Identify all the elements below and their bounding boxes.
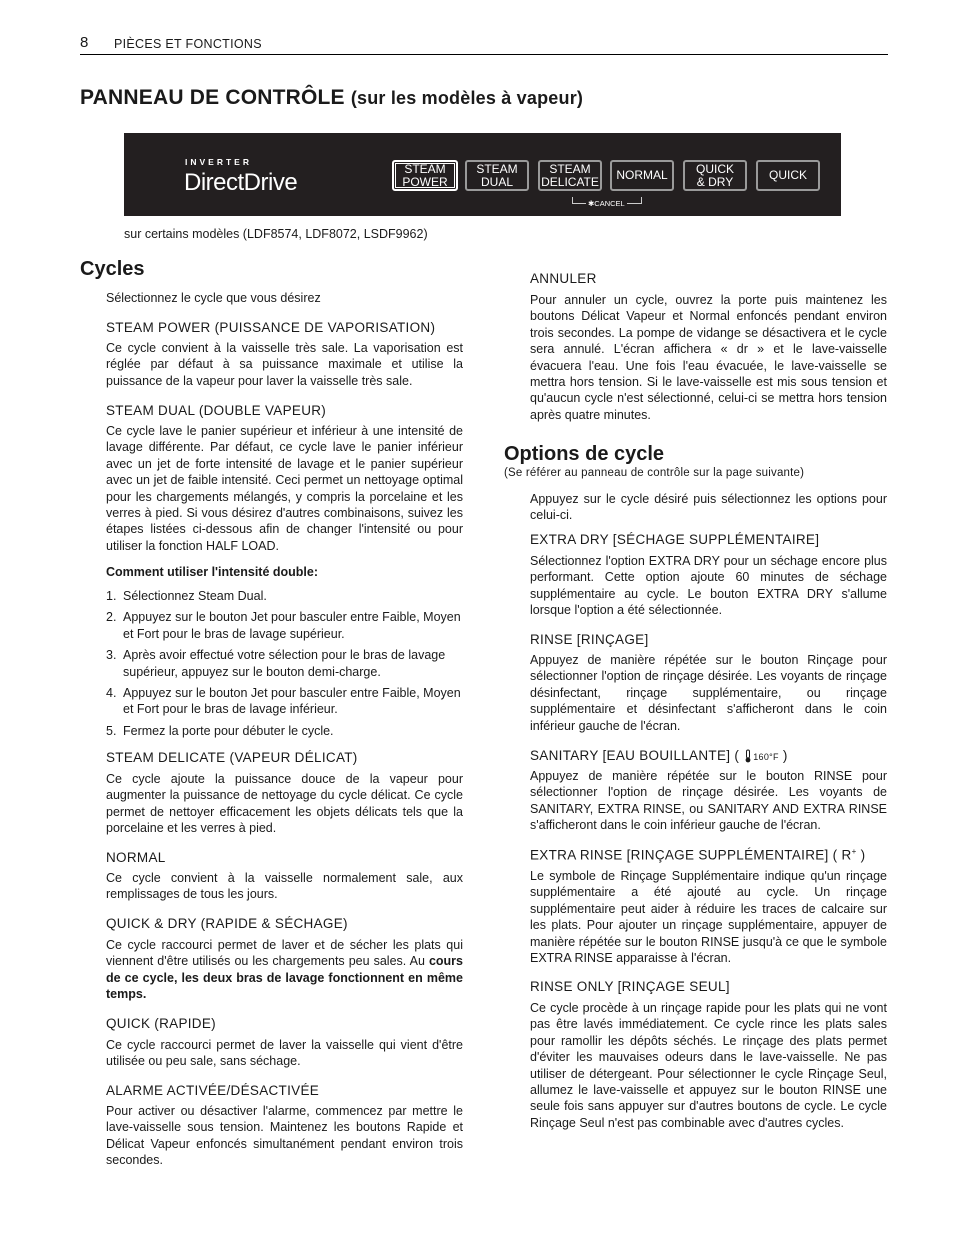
sanitary-temp-label: 160°F [753,752,779,762]
list-item: 3. Après avoir effectué votre sélection pour le bras de lavage supérieur, appuyez sur le bouton demi-charge. [106,648,446,679]
rinse-only-title: RINSE ONLY [RINÇAGE SEUL] [530,979,730,994]
extra-dry-title: EXTRA DRY [SÉCHAGE SUPPLÉMENTAIRE] [530,532,820,547]
cycles-intro: Sélectionnez le cycle que vous désirez [106,291,321,305]
sanitary-title: SANITARY [EAU BOUILLANTE] ( 160°F ) [530,748,788,766]
steam-dual-howto: Comment utiliser l'intensité double: [106,565,319,579]
steam-delicate-text: Ce cycle ajoute la puissance douce de la vapeur pour augmenter la puissance de nettoyage du cycle délicat. Ce cycle permet de nettoyer efficacement les objets délicats tels que la porcelaine et les verres à pied. [106,772,463,836]
alarm-text: Pour activer ou désactiver l'alarme, commencez par mettre le lave-vaisselle sous tension. Maintenez les boutons Rapide et Délicat Vapeur enfoncés simultanément pendant environ trois secondes. [106,1104,463,1168]
panel-button-steam-delicate: STEAM DELICATE [538,160,602,191]
extra-rinse-title: EXTRA RINSE [RINÇAGE SUPPLÉMENTAIRE] ( R+ ) [530,847,866,863]
list-item: 4. Appuyez sur le bouton Jet pour basculer entre Faible, Moyen et Fort pour le bras de lavage inférieur. [106,686,461,717]
quick-text: Ce cycle raccourci permet de laver la vaisselle qui vient d'être utilisée ou peu sale, sans séchage. [106,1038,463,1069]
title-sub: (sur les modèles à vapeur) [350,88,584,108]
control-panel-image [124,133,841,216]
quick-title: QUICK (RAPIDE) [106,1016,216,1031]
thermometer-icon [743,749,753,766]
panel-caption: sur certains modèles (LDF8574, LDF8072, LSDF9962) [124,227,428,241]
steam-power-title: STEAM POWER (PUISSANCE DE VAPORISATION) [106,320,436,335]
extra-rinse-text: Le symbole de Rinçage Supplémentaire indique qu'un rinçage supplémentaire a été ajouté au cycle. Un rinçage supplémentaire peut aider à réduire les traces de calcaire sur les plats. Pour ajouter un rinçage supplémentaire, appuyer de manière répétée sur le bouton RINSE jusqu'à ce que le symbole EXTRA RINSE apparaisse à l'écran. [530,869,887,966]
alarm-title: ALARME ACTIVÉE/DÉSACTIVÉE [106,1083,320,1098]
section-title: PIÈCES ET FONCTIONS [114,37,262,51]
steam-dual-steps [106,588,463,744]
header-rule [80,54,888,55]
panel-button-normal: NORMAL [610,160,674,191]
cancel-label: ✱CANCEL [588,199,625,208]
quick-dry-bold-text: cours de ce cycle, les deux bras de lavage fonctionnent en même temps. [106,954,463,1002]
steam-delicate-title: STEAM DELICATE (VAPEUR DÉLICAT) [106,750,358,765]
brand-directdrive: DirectDrive [184,169,298,196]
steam-dual-title: STEAM DUAL (DOUBLE VAPEUR) [106,403,327,418]
list-item: 1. Sélectionnez Steam Dual. [106,589,267,603]
panel-button-steam-power: STEAM POWER [392,160,458,191]
cycles-heading: Cycles [80,258,145,280]
normal-text: Ce cycle convient à la vaisselle normalement sale, aux remplissages de tous les jours. [106,871,463,902]
panel-button-quick-dry: QUICK & DRY [683,160,747,191]
page-title [80,86,583,110]
options-intro: Appuyez sur le cycle désiré puis sélectionnez les options pour celui-ci. [530,492,887,523]
rinse-only-text: Ce cycle procède à un rinçage rapide pour les plats qui ne vont pas être lavés immédiatement. Ce cycle rince les plats sales pour ramollir les dépôts séchés. Le rinçage des plats permet d'éviter les mauvaises odeurs dans le lave-vaisselle. Ne pas utiliser de détergeant. Pour sélectionner le cycle Rinçage Seul, allumez le lave-vaisselle et appuyez sur le bouton RINSE une seule fois sans appuyer sur d'autres boutons de cycle. Le cycle Rinçage Seul n'est pas combinable avec d'autres cycles. [530,1001,887,1130]
steam-dual-text: Ce cycle lave le panier supérieur et inférieur à une intensité de lavage différente. Par défaut, ce cycle lave le panier inférieur avec un jet de forte intensité de lavage et le panier supérieur avec un jet de faible intensité. Ceci permet un nettoyage optimal pour les chargements mélangés, y compris la porcelaine et les verres à pied. Si vous désirez d'autres combinaisons, suivez les étapes listées ci-dessous afin de changer l'intensité ou pour utiliser la fonction HALF LOAD. [106,424,463,553]
quick-dry-title: QUICK & DRY (RAPIDE & SÉCHAGE) [106,916,348,931]
panel-button-steam-dual: STEAM DUAL [465,160,529,191]
options-heading: Options de cycle [504,443,665,465]
rinse-text: Appuyez de manière répétée sur le bouton Rinçage pour sélectionner l'option de rinçage désirée. Les voyants de rinçage désinfectant, rinçage supplémentaire, ou rinçage supplémentaire et désinfectant s'afficheront dans le coin inférieur gauche de l'écran. [530,653,887,733]
annuler-title: ANNULER [530,271,597,286]
sanitary-text: Appuyez de manière répétée sur le bouton RINSE pour sélectionner l'option de rinçage désirée. Les voyants de SANITARY, EXTRA RINSE, ou SANITARY AND EXTRA RINSE s'afficheront dans le coin inférieur gauche de l'écran. [530,769,887,833]
normal-title: NORMAL [106,850,166,865]
quick-dry-text: Ce cycle raccourci permet de laver et de sécher les plats qui viennent d'être utilisés ou les chargements peu sales. Au cours de ce cycle, les deux bras de lavage fonctionnent en même temps. [106,938,463,1002]
title-main: PANNEAU DE CONTRÔLE [80,86,345,109]
list-item: 5. Fermez la porte pour débuter le cycle. [106,723,334,738]
brand-inverter: INVERTER [185,157,252,167]
options-note: (Se référer au panneau de contrôle sur la page suivante) [504,467,805,479]
extra-dry-text: Sélectionnez l'option EXTRA DRY pour un séchage encore plus performant. Cette option ajoute 60 minutes de séchage supplémentaire au cycle. Le bouton EXTRA DRY s'allume lorsque l'option a été sélectionnée. [530,554,887,618]
steam-power-text: Ce cycle convient à la vaisselle très sale. La vaporisation est réglée par défaut à sa puissance maximale et utilise la puissance de la vapeur pour laver la vaisselle très sale. [106,341,463,388]
annuler-text: Pour annuler un cycle, ouvrez la porte puis maintenez les boutons Délicat Vapeur et Normal enfoncés pendant environ trois secondes. La pompe de vidange se désactivera et le cycle sera annulé. L'écran affichera « dr » et le lave-vaisselle évacuera l'eau. Une fois l'eau évacuée, le lave-vaisselle se mettra hors tension. Si le lave-vaisselle est mis sous tension et qu'aucun cycle n'est sélectionné, celui-ci se mettra hors tension après quatre minutes. [530,293,887,422]
list-item: 2. Appuyez sur le bouton Jet pour basculer entre Faible, Moyen et Fort pour le bras de lavage supérieur. [106,610,461,641]
page-number: 8 [80,34,89,51]
panel-button-quick: QUICK [756,160,820,191]
rinse-title: RINSE [RINÇAGE] [530,632,649,647]
